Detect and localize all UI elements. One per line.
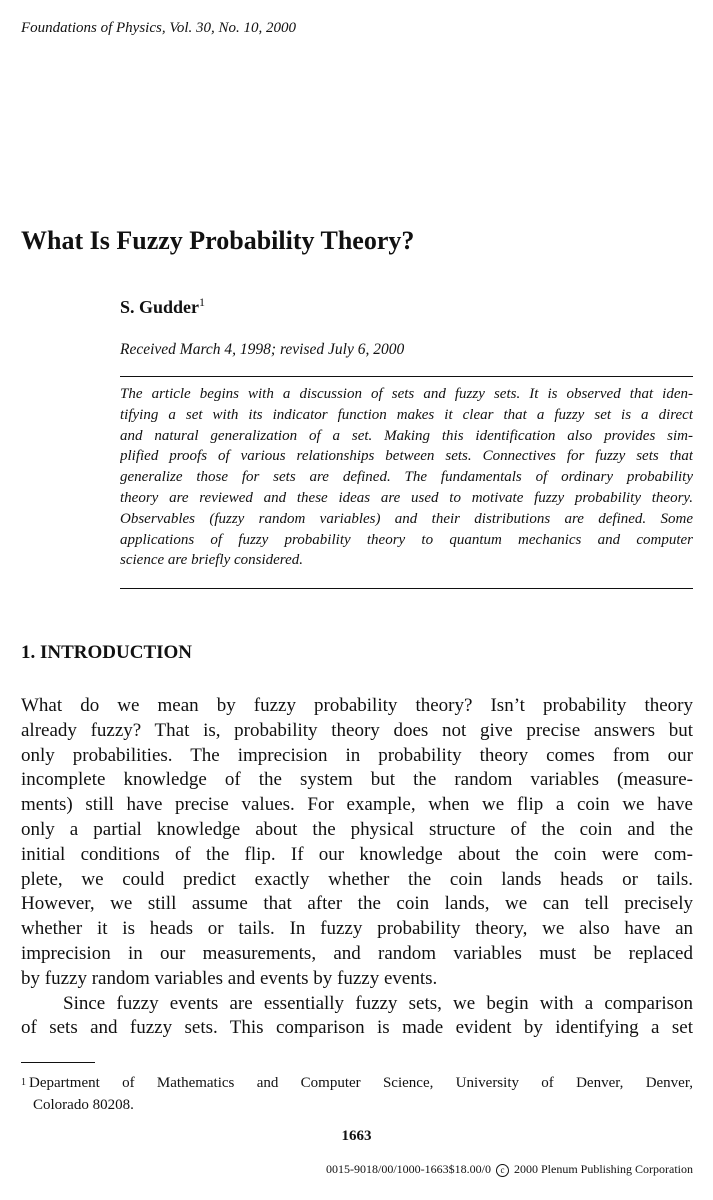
footnote bbox=[21, 1072, 693, 1116]
abstract-line: applications of fuzzy probability theory to quantum mechanics and computer bbox=[120, 531, 693, 548]
body-line: by fuzzy random variables and events by fuzzy events. bbox=[21, 967, 438, 989]
body-line: However, we still assume that after the coin lands, we can tell precisely bbox=[21, 893, 693, 915]
received-dates: Received March 4, 1998; revised July 6, 2000 bbox=[120, 341, 405, 358]
footnote-mark: 1 bbox=[21, 1077, 26, 1088]
footnote-line: Colorado 80208. bbox=[33, 1097, 134, 1113]
abstract-line: science are briefly considered. bbox=[120, 552, 303, 569]
abstract-bottom-rule bbox=[120, 588, 693, 589]
body-line: whether it is heads or tails. In fuzzy probability theory, we also have an bbox=[21, 918, 693, 940]
abstract bbox=[120, 384, 693, 571]
abstract-line: tifying a set with its indicator function makes it clear that a fuzzy set is a direct bbox=[120, 406, 693, 423]
body-text bbox=[21, 694, 693, 1041]
author-name: S. Gudder bbox=[120, 297, 200, 317]
abstract-top-rule bbox=[120, 376, 693, 377]
body-line: only probabilities. The imprecision in probability theory comes from our bbox=[21, 744, 693, 766]
body-line: already fuzzy? That is, probability theory does not give precise answers but bbox=[21, 719, 693, 741]
abstract-line: and natural generalization of a set. Making this identification also provides sim- bbox=[120, 427, 693, 444]
abstract-line: The article begins with a discussion of sets and fuzzy sets. It is observed that iden- bbox=[120, 386, 693, 402]
abstract-line: theory are reviewed and these ideas are used to motivate fuzzy probability theory. bbox=[120, 489, 693, 506]
body-line: only a partial knowledge about the physical structure of the coin and the bbox=[21, 818, 693, 840]
footnote-line bbox=[21, 1072, 693, 1094]
body-line: of sets and fuzzy sets. This comparison is made evident by identifying a set bbox=[21, 1017, 693, 1039]
body-line: incomplete knowledge of the system but the random variables (measure- bbox=[21, 769, 693, 791]
author bbox=[120, 297, 205, 318]
body-line: ments) still have precise values. For example, when we flip a coin we have bbox=[21, 794, 693, 816]
abstract-line: Observables (fuzzy random variables) and their distributions are defined. Some bbox=[120, 510, 693, 527]
paper-title: What Is Fuzzy Probability Theory? bbox=[21, 226, 415, 255]
body-line: Since fuzzy events are essentially fuzzy sets, we begin with a comparison bbox=[63, 992, 693, 1014]
body-line: initial conditions of the flip. If our knowledge about the coin were com- bbox=[21, 843, 693, 865]
copyright-line bbox=[326, 1162, 693, 1177]
section-heading: 1. INTRODUCTION bbox=[21, 642, 193, 663]
footnote-rule bbox=[21, 1062, 95, 1063]
page-number: 1663 bbox=[341, 1128, 372, 1144]
journal-header: Foundations of Physics, Vol. 30, No. 10, 2000 bbox=[21, 20, 296, 36]
copyright-icon: c bbox=[496, 1164, 509, 1177]
author-footnote-mark: 1 bbox=[199, 295, 206, 309]
footnote-text: Department of Mathematics and Computer Science, University of Denver, Denver, bbox=[29, 1075, 693, 1091]
body-line: plete, we could predict exactly whether the coin lands heads or tails. bbox=[21, 868, 693, 890]
body-line: imprecision in our measurements, and random variables must be replaced bbox=[21, 942, 693, 964]
abstract-line: generalize those for sets are defined. The fundamentals of ordinary probability bbox=[120, 469, 693, 486]
body-line: What do we mean by fuzzy probability theory? Isn’t probability theory bbox=[21, 695, 693, 716]
copyright-text: 2000 Plenum Publishing Corporation bbox=[513, 1162, 693, 1176]
copyright-code: 0015-9018/00/1000-1663$18.00/0 bbox=[325, 1162, 491, 1176]
abstract-line: plified proofs of various relationships between sets. Connectives for fuzzy sets that bbox=[120, 448, 693, 465]
